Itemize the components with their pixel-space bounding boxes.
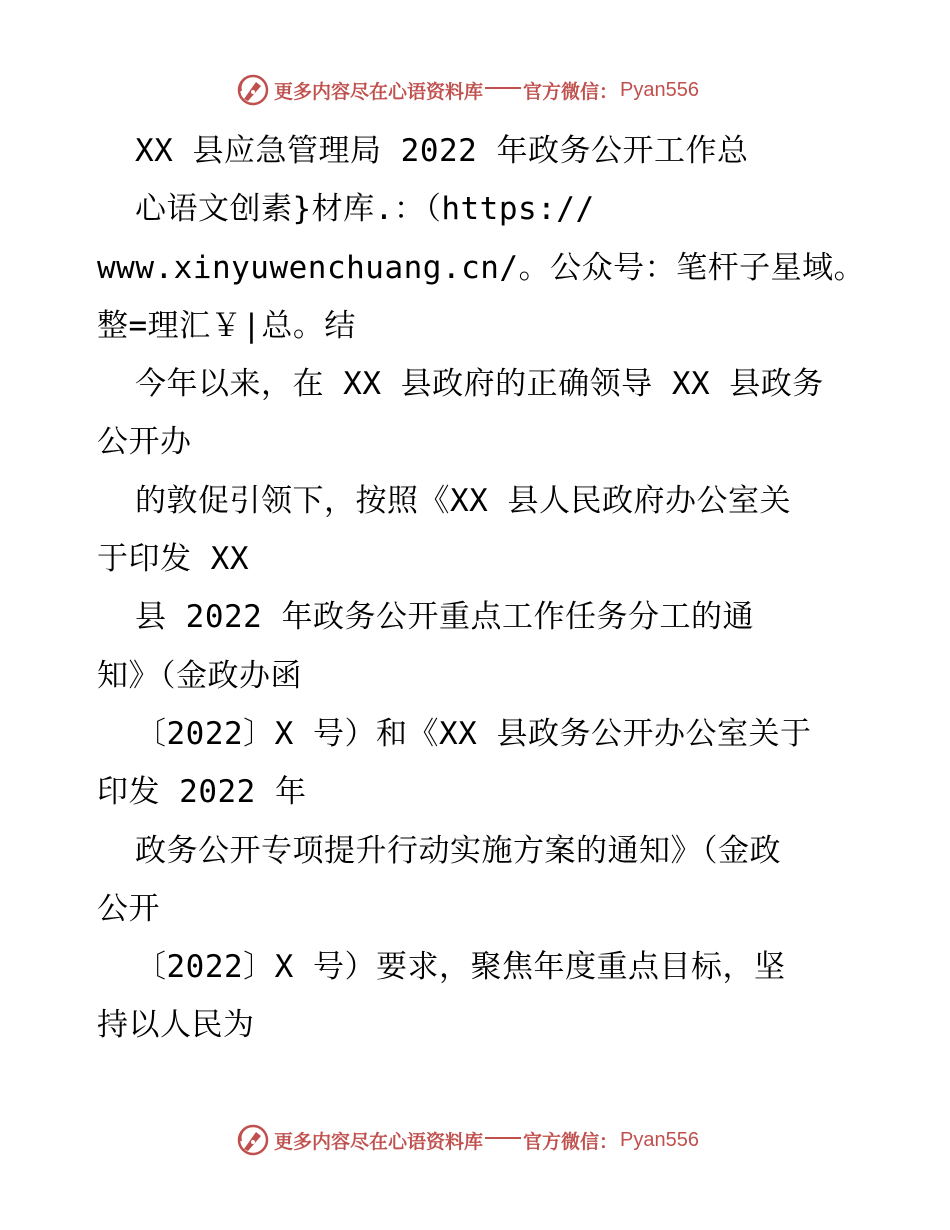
banner-text: 更多内容尽在心语资料库 <box>274 80 484 103</box>
footer-banner <box>236 1122 699 1158</box>
pen-nib-logo-icon <box>236 73 270 107</box>
document-line: 整=理汇￥|总。结 <box>97 307 356 344</box>
document-line: 知》（金政办函 <box>97 657 302 694</box>
document-line: www.xinyuwenchuang.cn/。公众号：笔杆子星域。 <box>97 249 866 286</box>
document-line: 公开办 <box>97 424 192 461</box>
document-line: 〔2022〕X 号）要求，聚焦年度重点目标，坚 <box>135 949 786 986</box>
banner-wechat-label: 官方微信： <box>523 1130 619 1153</box>
banner-text: 更多内容尽在心语资料库 <box>274 1130 484 1153</box>
pen-nib-logo-icon <box>236 1123 270 1157</box>
document-line: 公开 <box>97 890 160 927</box>
banner-wechat-label: 官方微信： <box>523 80 619 103</box>
banner-wechat-id: Pyan556 <box>620 78 699 101</box>
banner-dash <box>485 87 521 89</box>
document-line: 政务公开专项提升行动实施方案的通知》（金政 <box>135 832 781 869</box>
document-line: 今年以来，在 XX 县政府的正确领导 XX 县政务 <box>135 366 824 403</box>
header-banner <box>236 72 699 108</box>
document-line: 县 2022 年政务公开重点工作任务分工的通 <box>135 599 754 636</box>
banner-wechat-id: Pyan556 <box>620 1128 699 1151</box>
document-title: XX 县应急管理局 2022 年政务公开工作总 <box>135 133 749 169</box>
document-line: 印发 2022 年 <box>97 774 307 811</box>
document-line: 持以人民为 <box>97 1007 255 1044</box>
document-line: 的敦促引领下，按照《XX 县人民政府办公室关 <box>135 482 791 519</box>
document-line: 心语文创素}材库.：（https:// <box>135 191 595 228</box>
document-body <box>97 122 897 1055</box>
document-line: 〔2022〕X 号）和《XX 县政务公开办公室关于 <box>135 715 812 752</box>
document-line: 于印发 XX <box>97 541 249 578</box>
banner-dash <box>485 1137 521 1139</box>
